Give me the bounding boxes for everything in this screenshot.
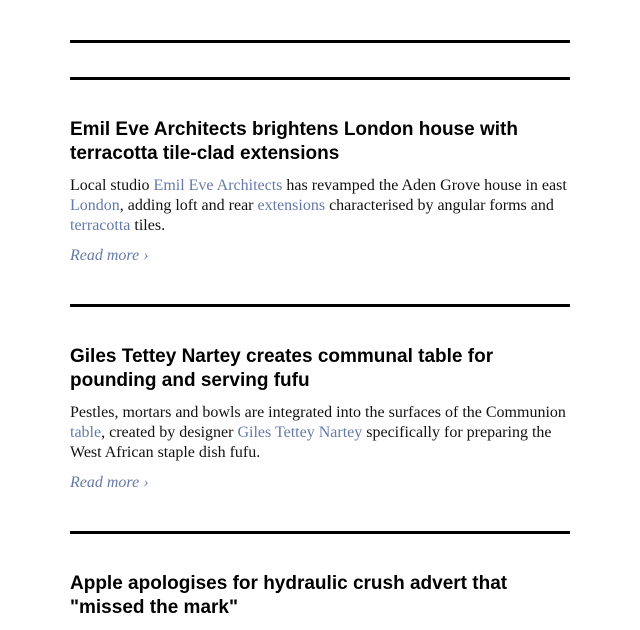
article-excerpt (70, 403, 570, 463)
divider (70, 40, 570, 43)
link-extensions[interactable]: extensions (257, 197, 326, 214)
excerpt-text: , adding loft and rear (119, 197, 258, 214)
excerpt-text: , created by designer (101, 424, 238, 441)
link-table[interactable]: table (70, 424, 102, 441)
article-card (70, 534, 570, 620)
excerpt-text: specifically for preparing the West African staple dish fufu. (70, 424, 552, 461)
excerpt-text: has revamped the Aden Grove house in east (282, 177, 567, 194)
article-excerpt (70, 176, 570, 236)
article-card (70, 80, 570, 304)
excerpt-text: Local studio (70, 177, 154, 194)
article-title[interactable]: Apple apologises for hydraulic crush advert that "missed the mark" (70, 573, 508, 618)
excerpt-text: characterised by angular forms and (325, 197, 554, 214)
link-emil-eve-architects[interactable]: Emil Eve Architects (153, 177, 283, 194)
article-feed (70, 40, 570, 630)
article-title[interactable]: Giles Tettey Nartey creates communal table for pounding and serving fufu (70, 346, 494, 391)
read-more-link[interactable]: Read more › (70, 474, 149, 491)
article-title[interactable]: Emil Eve Architects brightens London house with terracotta tile-clad extensions (70, 119, 518, 164)
link-giles-tettey-nartey[interactable]: Giles Tettey Nartey (237, 424, 363, 441)
excerpt-text: tiles. (130, 217, 166, 234)
read-more-link[interactable]: Read more › (70, 247, 149, 264)
article-card (70, 307, 570, 531)
link-terracotta[interactable]: terracotta (70, 217, 131, 234)
excerpt-text: Pestles, mortars and bowls are integrated into the surfaces of the Communion (70, 404, 566, 421)
link-london[interactable]: London (70, 197, 120, 214)
